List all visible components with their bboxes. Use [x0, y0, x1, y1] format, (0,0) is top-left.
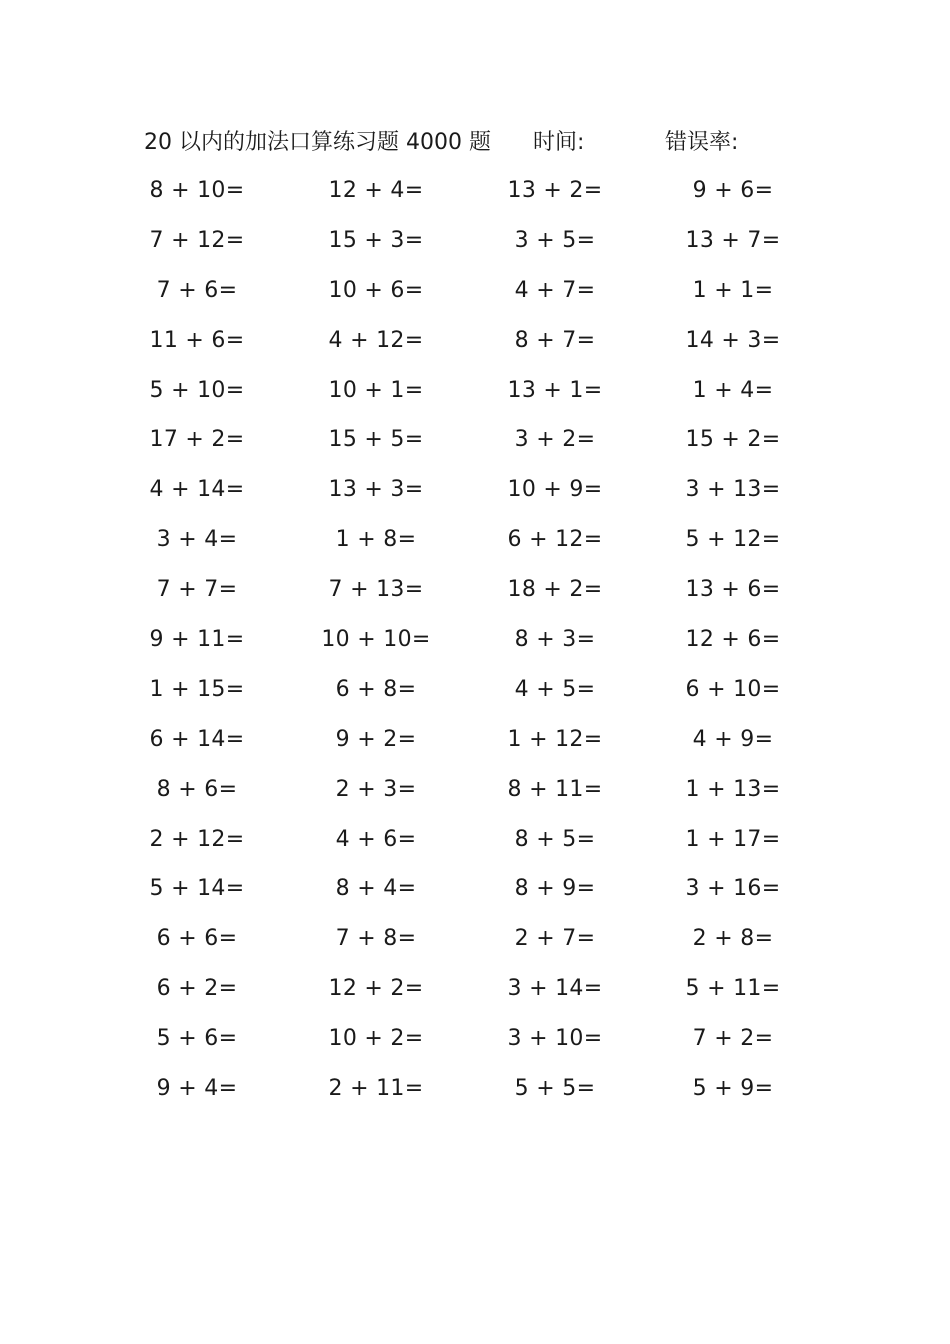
addition-problem: 4 + 6= [335, 826, 417, 852]
addition-problem: 12 + 2= [328, 976, 424, 1002]
addition-problem: 13 + 2= [507, 178, 603, 203]
addition-problem: 7 + 6= [156, 277, 238, 303]
addition-problem: 3 + 5= [514, 227, 596, 253]
addition-problem: 6 + 6= [156, 926, 238, 952]
addition-problem: 1 + 13= [685, 776, 781, 802]
addition-problem: 10 + 1= [328, 377, 424, 403]
addition-problem: 4 + 14= [149, 477, 245, 503]
addition-problem: 3 + 13= [685, 477, 781, 503]
addition-problem: 2 + 3= [335, 776, 417, 802]
problem-row [0, 772, 950, 822]
addition-problem: 5 + 11= [685, 976, 781, 1002]
addition-problem: 12 + 6= [685, 627, 781, 653]
addition-problem: 13 + 6= [685, 577, 781, 603]
addition-problem: 1 + 12= [507, 726, 603, 752]
addition-problem: 1 + 15= [149, 676, 245, 702]
addition-problem: 5 + 5= [514, 1076, 596, 1102]
addition-problem: 15 + 3= [328, 227, 424, 253]
problem-row [0, 223, 950, 273]
addition-problem: 5 + 6= [156, 1026, 238, 1052]
problem-row [0, 173, 950, 223]
addition-problem: 2 + 11= [328, 1076, 424, 1102]
addition-problem: 9 + 11= [149, 627, 245, 653]
addition-problem: 3 + 16= [685, 876, 781, 902]
addition-problem: 10 + 9= [507, 477, 603, 503]
addition-problem: 6 + 8= [335, 676, 417, 702]
problem-row [0, 871, 950, 921]
addition-problem: 13 + 7= [685, 227, 781, 253]
addition-problem: 7 + 12= [149, 227, 245, 253]
addition-problem: 14 + 3= [685, 327, 781, 353]
addition-problem: 5 + 12= [685, 527, 781, 553]
addition-problem: 4 + 5= [514, 676, 596, 702]
addition-problem: 8 + 6= [156, 776, 238, 802]
error-rate-label: 错误率: [665, 130, 739, 155]
addition-problem: 9 + 6= [692, 178, 774, 203]
worksheet-title: 20 以内的加法口算练习题 4000 题 [144, 130, 491, 155]
addition-problem: 4 + 7= [514, 277, 596, 303]
addition-problem: 18 + 2= [507, 577, 603, 603]
addition-problem: 3 + 10= [507, 1026, 603, 1052]
addition-problem: 1 + 8= [335, 527, 417, 553]
addition-problem: 4 + 12= [328, 327, 424, 353]
addition-problem: 7 + 8= [335, 926, 417, 952]
addition-problem: 8 + 11= [507, 776, 603, 802]
problem-row [0, 572, 950, 622]
problem-row [0, 672, 950, 722]
addition-problem: 13 + 1= [507, 377, 603, 403]
addition-problem: 7 + 7= [156, 577, 238, 603]
addition-problem: 2 + 7= [514, 926, 596, 952]
addition-problem: 1 + 1= [692, 277, 774, 303]
addition-problem: 4 + 9= [692, 726, 774, 752]
addition-problem: 8 + 5= [514, 826, 596, 852]
problem-row [0, 971, 950, 1021]
addition-problem: 12 + 4= [328, 178, 424, 203]
addition-problem: 13 + 3= [328, 477, 424, 503]
addition-problem: 8 + 7= [514, 327, 596, 353]
addition-problem: 7 + 2= [692, 1026, 774, 1052]
addition-problem: 6 + 12= [507, 527, 603, 553]
problem-grid [0, 173, 950, 1121]
addition-problem: 2 + 8= [692, 926, 774, 952]
addition-problem: 3 + 2= [514, 427, 596, 453]
problem-row [0, 722, 950, 772]
addition-problem: 10 + 2= [328, 1026, 424, 1052]
time-label: 时间: [533, 130, 585, 155]
addition-problem: 9 + 4= [156, 1076, 238, 1102]
problem-row [0, 522, 950, 572]
addition-problem: 6 + 14= [149, 726, 245, 752]
addition-problem: 8 + 10= [149, 178, 245, 203]
problem-row [0, 323, 950, 373]
addition-problem: 8 + 4= [335, 876, 417, 902]
worksheet-header [0, 126, 950, 160]
addition-problem: 10 + 10= [321, 627, 431, 653]
addition-problem: 6 + 2= [156, 976, 238, 1002]
problem-row [0, 273, 950, 323]
addition-problem: 15 + 5= [328, 427, 424, 453]
addition-problem: 15 + 2= [685, 427, 781, 453]
addition-problem: 1 + 17= [685, 826, 781, 852]
addition-problem: 8 + 9= [514, 876, 596, 902]
addition-problem: 5 + 14= [149, 876, 245, 902]
addition-problem: 3 + 14= [507, 976, 603, 1002]
addition-problem: 6 + 10= [685, 676, 781, 702]
addition-problem: 5 + 9= [692, 1076, 774, 1102]
addition-problem: 8 + 3= [514, 627, 596, 653]
addition-problem: 1 + 4= [692, 377, 774, 403]
problem-row [0, 1071, 950, 1121]
addition-problem: 17 + 2= [149, 427, 245, 453]
problem-row [0, 622, 950, 672]
problem-row [0, 422, 950, 472]
addition-problem: 9 + 2= [335, 726, 417, 752]
problem-row [0, 822, 950, 872]
addition-problem: 3 + 4= [156, 527, 238, 553]
problem-row [0, 472, 950, 522]
problem-row [0, 1021, 950, 1071]
problem-row [0, 373, 950, 423]
addition-problem: 7 + 13= [328, 577, 424, 603]
addition-problem: 5 + 10= [149, 377, 245, 403]
addition-problem: 10 + 6= [328, 277, 424, 303]
problem-row [0, 921, 950, 971]
addition-problem: 2 + 12= [149, 826, 245, 852]
addition-problem: 11 + 6= [149, 327, 245, 353]
